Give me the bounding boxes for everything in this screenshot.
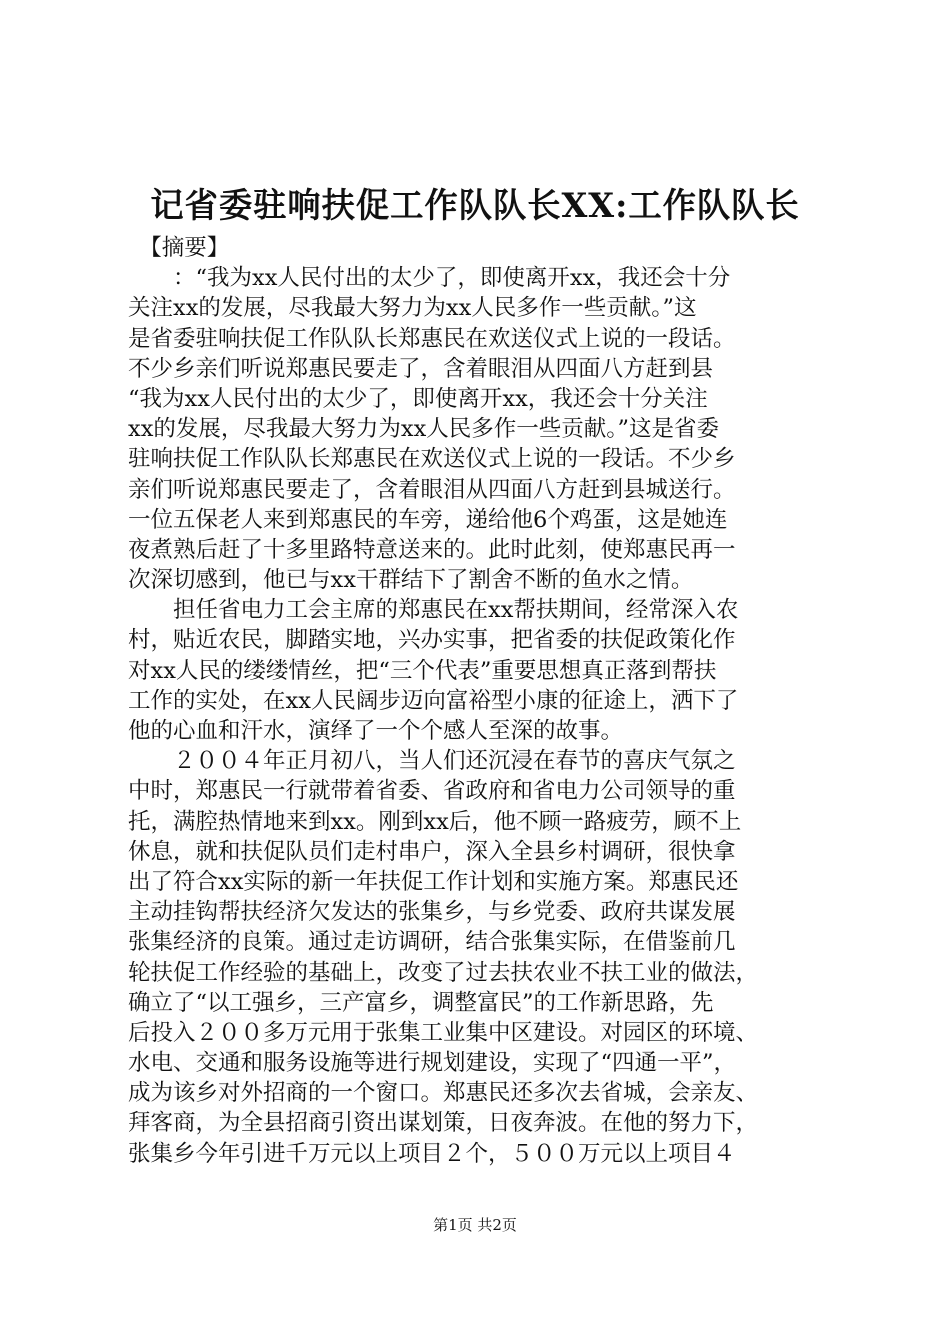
text-line: ２００４年正月初八，当人们还沉浸在春节的喜庆气氛之 [128, 748, 736, 775]
text-line: 中时，郑惠民一行就带着省委、省政府和省电力公司领导的重 [128, 778, 736, 805]
document-body [128, 233, 828, 1169]
text-line: 他的心血和汗水，演绎了一个个感人至深的故事。 [128, 718, 624, 744]
text-line: 对xx人民的缕缕情丝，把“三个代表”重要思想真正落到帮扶 [128, 657, 717, 684]
text-line: 驻响扶促工作队队长郑惠民在欢送仪式上说的一段话。不少乡 [128, 446, 736, 473]
text-line: 关注xx的发展，尽我最大努力为xx人民多作一些贡献。”这 [128, 295, 697, 322]
document-title: 记省委驻响扶促工作队队长XX:工作队队长 [150, 186, 800, 226]
text-line: xx的发展，尽我最大努力为xx人民多作一些贡献。”这是省委 [128, 416, 720, 443]
text-line: ：“我为xx人民付出的太少了，即使离开xx，我还会十分 [128, 265, 731, 292]
text-line: 一位五保老人来到郑惠民的车旁，递给他6个鸡蛋，这是她连 [128, 506, 728, 533]
text-line: 次深切感到，他已与xx干群结下了割舍不断的鱼水之情。 [128, 567, 694, 594]
text-line: 主动挂钩帮扶经济欠发达的张集乡，与乡党委、政府共谋发展 [128, 899, 736, 926]
text-line: 亲们听说郑惠民要走了，含着眼泪从四面八方赶到县城送行。 [128, 476, 736, 503]
text-line: 轮扶促工作经验的基础上，改变了过去扶农业不扶工业的做法， [128, 959, 759, 986]
text-line: 夜煮熟后赶了十多里路特意送来的。此时此刻，使郑惠民再一 [128, 536, 736, 563]
text-line: 拜客商，为全县招商引资出谋划策，日夜奔波。在他的努力下， [128, 1110, 759, 1137]
text-line: 出了符合xx实际的新一年扶促工作计划和实施方案。郑惠民还 [128, 868, 739, 895]
text-line: 张集乡今年引进千万元以上项目２个，５００万元以上项目４ [128, 1140, 736, 1167]
text-line: 托，满腔热情地来到xx。刚到xx后，他不顾一路疲劳，顾不上 [128, 808, 742, 835]
text-line: 水电、交通和服务设施等进行规划建设，实现了“四通一平”， [128, 1050, 737, 1077]
text-line: “我为xx人民付出的太少了，即使离开xx，我还会十分关注 [128, 385, 708, 412]
text-line: 工作的实处，在xx人民阔步迈向富裕型小康的征途上，洒下了 [128, 687, 739, 714]
text-line: 成为该乡对外招商的一个窗口。郑惠民还多次去省城，会亲友、 [128, 1080, 759, 1107]
text-line: 【摘要】 [128, 235, 230, 261]
text-line: 确立了“以工强乡，三产富乡，调整富民”的工作新思路，先 [128, 989, 714, 1016]
text-line: 张集经济的良策。通过走访调研，结合张集实际，在借鉴前几 [128, 929, 736, 956]
text-line: 村，贴近农民，脚踏实地，兴办实事，把省委的扶促政策化作 [128, 627, 736, 654]
text-line: 不少乡亲们听说郑惠民要走了，含着眼泪从四面八方赶到县 [128, 355, 714, 382]
text-line: 后投入２００多万元用于张集工业集中区建设。对园区的环境、 [128, 1019, 759, 1046]
text-line: 担任省电力工会主席的郑惠民在xx帮扶期间，经常深入农 [128, 597, 739, 624]
page-footer: 第1页 共2页 [433, 1216, 517, 1234]
text-line: 是省委驻响扶促工作队队长郑惠民在欢送仪式上说的一段话。 [128, 325, 736, 352]
text-line: 休息，就和扶促队员们走村串户，深入全县乡村调研，很快拿 [128, 838, 736, 865]
